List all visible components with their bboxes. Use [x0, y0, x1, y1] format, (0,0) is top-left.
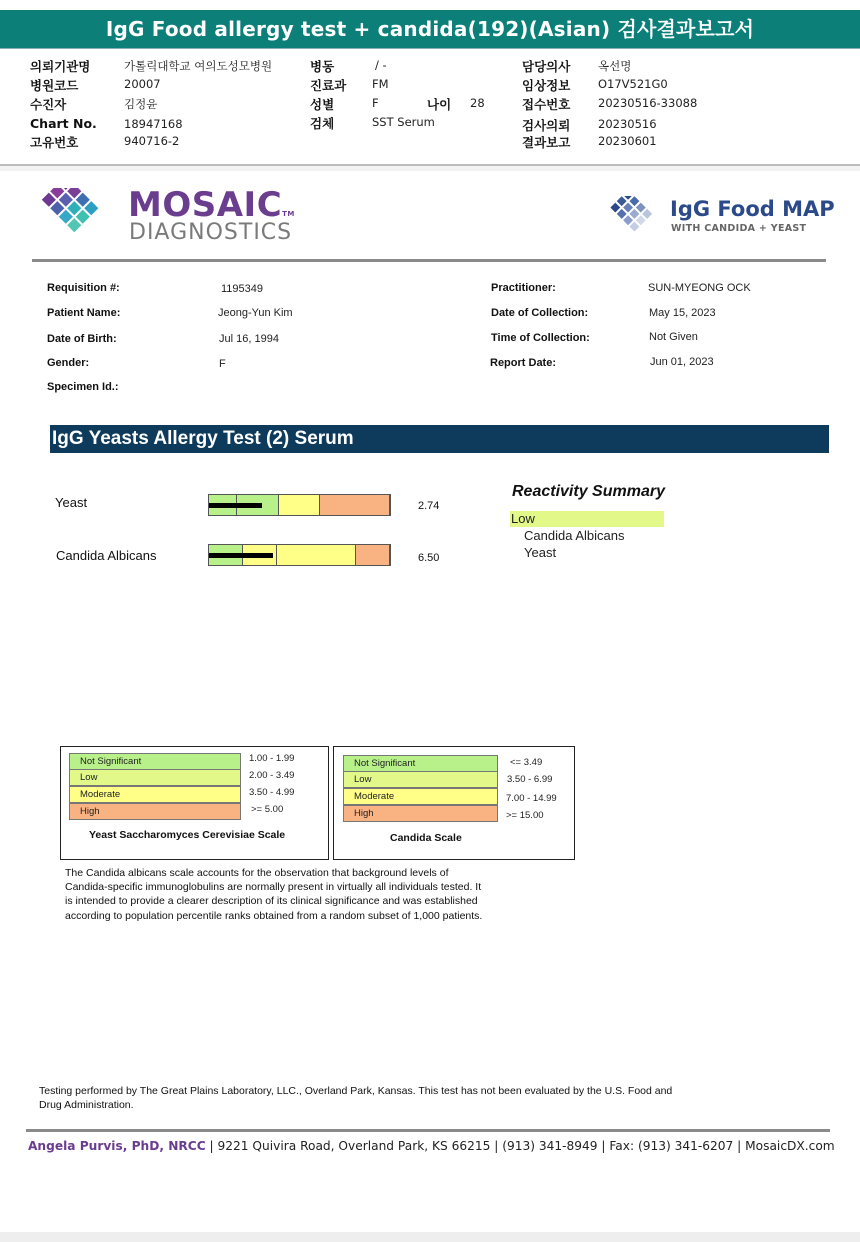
foodmap-brand: IgG Food MAP [670, 197, 835, 221]
bar-fill-candida [209, 553, 273, 558]
yeast-scale-cell-not-significant: Not Significant [69, 753, 241, 770]
kr-label-department: 진료과 [310, 78, 347, 93]
patient-name-value: Jeong-Yun Kim [218, 307, 293, 319]
specimen-id-label: Specimen Id.: [47, 381, 119, 393]
test-name-yeast: Yeast [55, 495, 88, 510]
kr-label-request-date: 검사의뢰 [522, 118, 571, 133]
footer-contact [28, 1139, 835, 1153]
candida-scale-cell-high: High [343, 805, 498, 822]
kr-label-physician: 담당의사 [522, 59, 571, 74]
disclaimer-line: Testing performed by The Great Plains Laboratory, LLC., Overland Park, Kansas. This test has not been evaluated by the U.S. Food and [39, 1085, 673, 1097]
kr-value-department: FM [372, 77, 389, 91]
practitioner-label: Practitioner: [491, 282, 556, 294]
kr-label-report-date: 결과보고 [522, 135, 571, 150]
kr-value-patient: 김정윤 [124, 97, 158, 111]
mosaic-brand [128, 185, 295, 225]
requisition-label: Requisition #: [47, 282, 120, 294]
collection-date-label: Date of Collection: [491, 307, 589, 319]
collection-time-value: Not Given [649, 331, 698, 343]
result-bar-yeast [208, 494, 391, 516]
banner-divider [0, 48, 860, 49]
candida-scale-range-moderate: 7.00 - 14.99 [506, 793, 557, 804]
reactivity-summary-title: Reactivity Summary [512, 483, 665, 500]
kr-value-physician: 옥선명 [598, 59, 632, 73]
foodmap-logo-mark-icon [602, 196, 664, 236]
candida-scale-range-high: >= 15.00 [506, 810, 544, 821]
candida-scale-cell-not-significant: Not Significant [343, 755, 498, 772]
candida-scale-cell-moderate: Moderate [343, 788, 498, 805]
disclaimer-line: Drug Administration. [39, 1099, 134, 1111]
reactivity-level-low: Low [510, 511, 664, 527]
yeast-scale-range-high: >= 5.00 [251, 804, 284, 815]
kr-label-patient: 수진자 [30, 97, 67, 112]
patient-name-label: Patient Name: [47, 307, 121, 319]
kr-label-receipt-no: 접수번호 [522, 97, 571, 112]
collection-time-label: Time of Collection: [491, 332, 590, 344]
note-line: Candida-specific immunoglobulins are normally present in virtually all individuals tested. It [65, 881, 482, 894]
logo-divider [32, 259, 826, 262]
kr-label-clinical-info: 임상정보 [522, 78, 571, 93]
footer-address: | 9221 Quivira Road, Overland Park, KS 66215 | (913) 341-8949 | Fax: (913) 341-6207 | MosaicDX.com [205, 1139, 835, 1153]
note-line: The Candida albicans scale accounts for the observation that background levels of [65, 867, 449, 879]
kr-label-chart-no: Chart No. [30, 116, 97, 131]
bar-seg-yeast-high [320, 495, 390, 515]
yeast-scale-cell-moderate: Moderate [69, 786, 241, 803]
kr-value-request-date: 20230516 [598, 117, 657, 131]
kr-label-unique-id: 고유번호 [30, 135, 79, 150]
lab-disclaimer [39, 1084, 759, 1112]
reactivity-item-candida: Candida Albicans [524, 528, 625, 543]
kr-value-report-date: 20230601 [598, 134, 657, 148]
kr-label-institution: 의뢰기관명 [30, 59, 91, 74]
footer-divider [26, 1129, 830, 1132]
kr-value-receipt-no: 20230516-33088 [598, 96, 698, 110]
mosaic-brand-text: MOSAIC [128, 185, 283, 225]
kr-value-clinical-info: O17V521G0 [598, 77, 668, 91]
yeast-scale-range-low: 2.00 - 3.49 [249, 770, 295, 781]
report-title: IgG Food allergy test + candida(192)(Asian) 검사결과보고서 [105, 17, 755, 41]
yeast-scale-title: Yeast Saccharomyces Cerevisiae Scale [89, 829, 286, 841]
gender-value: F [219, 358, 226, 370]
yeast-scale-cell-low: Low [69, 769, 241, 786]
kr-value-sex: F [372, 96, 379, 110]
gender-label: Gender: [47, 357, 90, 369]
candida-scale-title: Candida Scale [390, 832, 462, 844]
result-bar-candida [208, 544, 391, 566]
bar-fill-yeast [209, 503, 262, 508]
bar-seg-candida-high [356, 545, 390, 565]
candida-scale-legend [333, 746, 575, 860]
kr-value-unique-id: 940716-2 [124, 134, 180, 148]
kr-label-sex: 성별 [310, 97, 335, 112]
test-name-candida: Candida Albicans [56, 548, 157, 563]
report-date-label: Report Date: [490, 357, 557, 369]
test-value-yeast: 2.74 [418, 500, 440, 512]
collection-date-value: May 15, 2023 [649, 307, 716, 319]
kr-value-ward: / - [375, 58, 387, 72]
mosaic-logo-mark-icon [30, 188, 120, 244]
kr-label-ward: 병동 [310, 59, 335, 74]
kr-value-hospital-code: 20007 [124, 77, 161, 91]
candida-scale-range-low: 3.50 - 6.99 [507, 774, 553, 785]
section-title: IgG Yeasts Allergy Test (2) Serum [52, 428, 354, 449]
kr-value-institution: 가톨릭대학교 여의도성모병원 [124, 59, 273, 73]
kr-value-chart-no: 18947168 [124, 117, 183, 131]
note-line: according to population percentile ranks obtained from a random subset of 1,000 patients. [65, 909, 483, 922]
note-line: is intended to provide a clearer description of its clinical significance and was established [65, 895, 478, 908]
dob-value: Jul 16, 1994 [219, 333, 279, 345]
foodmap-subtitle: WITH CANDIDA + YEAST [671, 223, 807, 234]
section-title-bar [50, 425, 829, 453]
footer-signatory: Angela Purvis, PhD, NRCC [28, 1139, 206, 1153]
mosaic-tm: TM [282, 210, 295, 218]
yeast-scale-cell-high: High [69, 803, 241, 820]
bar-seg-yeast-moderate [279, 495, 321, 515]
test-value-candida: 6.50 [418, 552, 440, 564]
dob-label: Date of Birth: [47, 333, 117, 345]
yeast-scale-range-moderate: 3.50 - 4.99 [249, 787, 295, 798]
candida-scale-range-not-significant: <= 3.49 [510, 757, 543, 768]
candida-scale-cell-low: Low [343, 771, 498, 788]
kr-label-age: 나이 [427, 97, 452, 112]
requisition-value: 1195349 [221, 283, 264, 295]
report-date-value: Jun 01, 2023 [650, 356, 714, 368]
bar-seg-candida-moderate [277, 545, 355, 565]
report-title-banner [0, 10, 860, 48]
kr-value-specimen: SST Serum [372, 115, 435, 129]
kr-label-specimen: 검체 [310, 116, 335, 131]
kr-label-hospital-code: 병원코드 [30, 78, 79, 93]
yeast-scale-legend [60, 746, 329, 860]
mosaic-diagnostics: DIAGNOSTICS [129, 220, 293, 245]
header-divider-shadow [0, 166, 860, 171]
kr-value-age: 28 [470, 96, 485, 110]
yeast-scale-range-not-significant: 1.00 - 1.99 [249, 753, 295, 764]
page-bottom-strip [0, 1232, 860, 1242]
practitioner-value: SUN-MYEONG OCK [648, 282, 751, 294]
candida-scale-note [65, 866, 535, 923]
reactivity-item-yeast: Yeast [524, 545, 557, 560]
